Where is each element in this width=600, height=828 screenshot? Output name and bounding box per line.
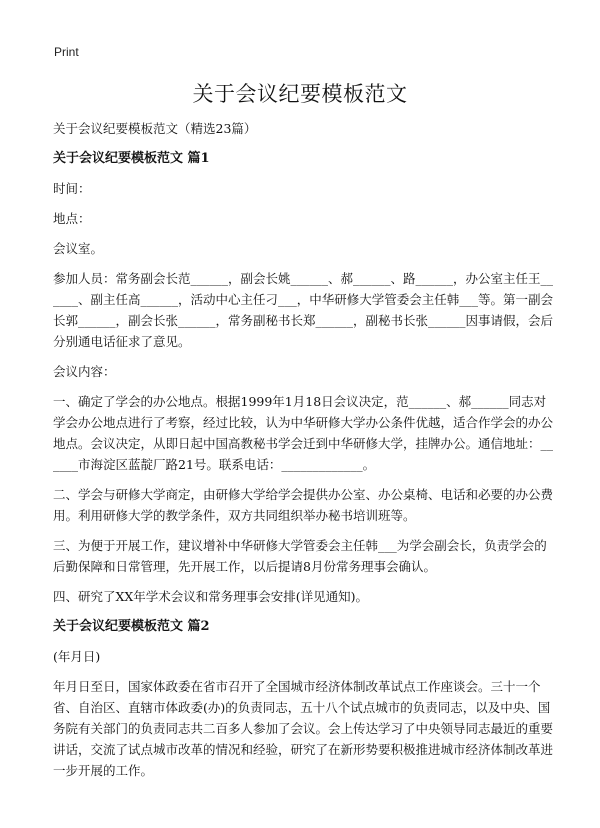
section2-date: (年月日) bbox=[53, 649, 101, 664]
content-label: 会议内容： bbox=[53, 364, 116, 379]
meeting-time: 时间： bbox=[53, 181, 91, 196]
section2-body: 年月日至日，国家体政委在省市召开了全国城市经济体制改革试点工作座谈会。三十一个省、自治区、直辖市体政委(办)的负责同志，五十八个试点城市的负责同志，以及中央、国务院有关部门的负责同志共二百多人参加了会议。会上传达学习了中央领导同志最近的重要讲话，交流了试点城市改革的情况和经验，研究了在新形势要积极推进城市经济体制改革进一步开展的工作。 bbox=[53, 679, 554, 778]
section2-heading: 关于会议纪要模板范文 篇2 bbox=[53, 619, 210, 634]
agenda-item-4: 四、研究了XX年学术会议和常务理事会安排(详见通知)。 bbox=[53, 589, 369, 604]
meeting-room: 会议室。 bbox=[53, 241, 104, 256]
agenda-item-1: 一、确定了学会的办公地点。根据1999年1月18日会议决定，范______、郝______同志对学会办公地点进行了考察，经过比较，认为中华研修大学办公条件优越，适合作学会的办公地点。会议决定，从即日起中国高教秘书学会迁到中华研修大学，挂牌办公。通信地址：______市海淀区蓝靛厂路21号。联系电话：_____________。 bbox=[53, 394, 554, 472]
meeting-place: 地点： bbox=[53, 211, 91, 226]
attendees-paragraph: 参加人员：常务副会长范______，副会长姚______、郝______、路______，办公室主任王______、副主任高______，活动中心主任刁___，中华研修大学管委会主任韩___等。第一副会长郭______，副会长张______，常务副秘书长郑______，副秘书长张______因事请假，会后分别通电话征求了意见。 bbox=[53, 271, 554, 349]
subtitle: 关于会议纪要模板范文（精选23篇） bbox=[53, 121, 257, 136]
page-title: 关于会议纪要模板范文 bbox=[192, 82, 408, 106]
agenda-item-2: 二、学会与研修大学商定，由研修大学给学会提供办公室、办公桌椅、电话和必要的办公费用。利用研修大学的教学条件，双方共同组织举办秘书培训班等。 bbox=[53, 487, 554, 523]
print-link[interactable]: Print bbox=[54, 45, 79, 59]
agenda-item-3: 三、为便于开展工作，建议增补中华研修大学管委会主任韩___为学会副会长，负责学会的后勤保障和日常管理，先开展工作，以后提请8月份常务理事会确认。 bbox=[53, 538, 547, 574]
document-body bbox=[53, 118, 553, 781]
section1-heading: 关于会议纪要模板范文 篇1 bbox=[53, 151, 210, 166]
